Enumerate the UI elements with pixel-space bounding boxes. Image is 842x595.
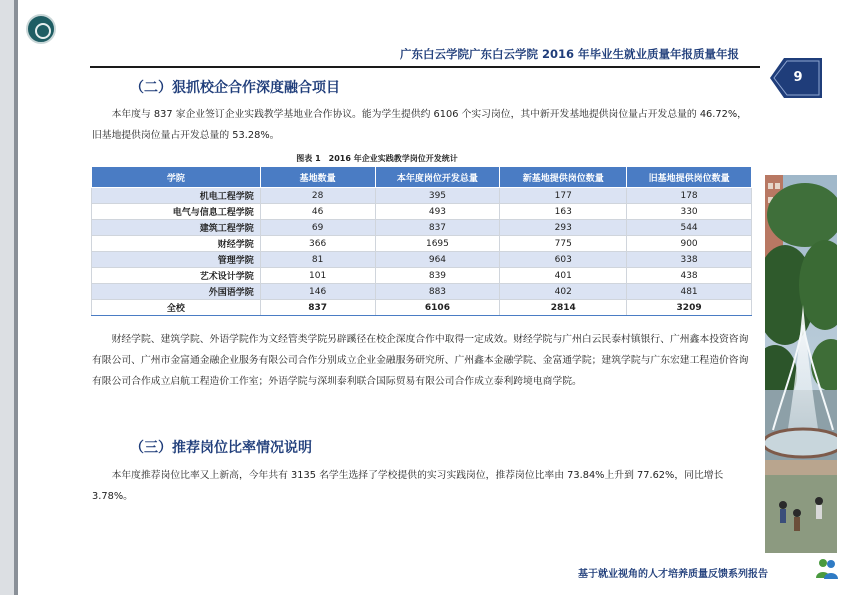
table-cell-college: 建筑工程学院 — [92, 220, 261, 236]
table-cell-college: 管理学院 — [92, 252, 261, 268]
table-cell-college: 机电工程学院 — [92, 188, 261, 204]
table-cell: 964 — [375, 252, 500, 268]
table-cell: 177 — [500, 188, 627, 204]
table-cell-college: 艺术设计学院 — [92, 268, 261, 284]
table-cell: 2814 — [500, 300, 627, 316]
table-row — [92, 284, 752, 300]
table-row — [92, 204, 752, 220]
left-decor-band — [14, 0, 18, 595]
table-row — [92, 220, 752, 236]
table-row — [92, 268, 752, 284]
table-cell: 544 — [627, 220, 752, 236]
table-cell: 438 — [627, 268, 752, 284]
table-cell: 46 — [260, 204, 375, 220]
column-header: 本年度岗位开发总量 — [375, 167, 500, 188]
header-title: 广东白云学院广东白云学院 2016 年毕业生就业质量年报质量年报 — [400, 47, 740, 61]
table-header-row — [92, 167, 752, 188]
table-cell: 28 — [260, 188, 375, 204]
table-cell-college: 财经学院 — [92, 236, 261, 252]
table-cell: 900 — [627, 236, 752, 252]
column-header: 基地数量 — [260, 167, 375, 188]
university-seal-icon — [26, 14, 56, 44]
table-cell: 6106 — [375, 300, 500, 316]
table-cell: 101 — [260, 268, 375, 284]
section-2-paragraph-2: 财经学院、建筑学院、外语学院作为文经管类学院另辟蹊径在校企深度合作中取得一定成效。财经学院与广州白云民泰村镇银行、广州鑫本投资咨询有限公司、广州市金富通金融企业服务有限公司合作分别成立企业金融服务研究所、广州鑫本金融学院、金富通学院；建筑学院与广东宏建工程造价咨询有限公司合作成立启航工程造价工作室；外语学院与深圳泰利联合国际贸易有限公司合作成立泰利跨境电商学院。 — [92, 334, 749, 387]
table-cell: 178 — [627, 188, 752, 204]
table-cell: 146 — [260, 284, 375, 300]
table-row — [92, 188, 752, 204]
table-cell: 293 — [500, 220, 627, 236]
page-number: 9 — [793, 70, 803, 85]
table-cell-college: 全校 — [92, 300, 261, 316]
table-cell-college: 外国语学院 — [92, 284, 261, 300]
table-cell: 366 — [260, 236, 375, 252]
table-cell: 402 — [500, 284, 627, 300]
table-cell: 883 — [375, 284, 500, 300]
table-cell: 69 — [260, 220, 375, 236]
left-decor-strip — [0, 0, 14, 595]
footer-text: 基于就业视角的人才培养质量反馈系列报告 — [578, 569, 768, 580]
people-icon — [815, 556, 839, 580]
table-cell: 1695 — [375, 236, 500, 252]
placement-table — [91, 166, 752, 316]
table-cell: 837 — [375, 220, 500, 236]
section-3-paragraph-1: 本年度推荐岗位比率又上新高，今年共有 3135 名学生选择了学校提供的实习实践岗位，推荐岗位比率由 73.84%上升到 77.62%，同比增长 3.78%。 — [92, 470, 724, 502]
table-cell: 81 — [260, 252, 375, 268]
section-title-2: （二）狠抓校企合作深度融合项目 — [130, 80, 340, 96]
table-caption: 图表 1 2016 年企业实践教学岗位开发统计 — [296, 154, 458, 163]
table-cell-college: 电气与信息工程学院 — [92, 204, 261, 220]
section-title-3: （三）推荐岗位比率情况说明 — [130, 440, 312, 456]
table-cell: 338 — [627, 252, 752, 268]
table-cell: 493 — [375, 204, 500, 220]
table-total-row — [92, 300, 752, 316]
table-cell: 3209 — [627, 300, 752, 316]
section-2-paragraph-1: 本年度与 837 家企业签订企业实践教学基地业合作协议。能为学生提供约 6106 个实习岗位，其中新开发基地提供岗位量占开发总量的 46.72%，旧基地提供岗位量占开发总量的 53.28%。 — [92, 109, 747, 141]
column-header: 学院 — [92, 167, 261, 188]
table-cell: 603 — [500, 252, 627, 268]
table-row — [92, 236, 752, 252]
table-cell: 401 — [500, 268, 627, 284]
table-cell: 330 — [627, 204, 752, 220]
table-row — [92, 252, 752, 268]
table-cell: 395 — [375, 188, 500, 204]
table-cell: 837 — [260, 300, 375, 316]
table-cell: 163 — [500, 204, 627, 220]
campus-fountain-photo — [765, 175, 837, 553]
header-rule — [90, 66, 760, 68]
table-cell: 839 — [375, 268, 500, 284]
column-header: 旧基地提供岗位数量 — [627, 167, 752, 188]
table-cell: 481 — [627, 284, 752, 300]
table-cell: 775 — [500, 236, 627, 252]
column-header: 新基地提供岗位数量 — [500, 167, 627, 188]
